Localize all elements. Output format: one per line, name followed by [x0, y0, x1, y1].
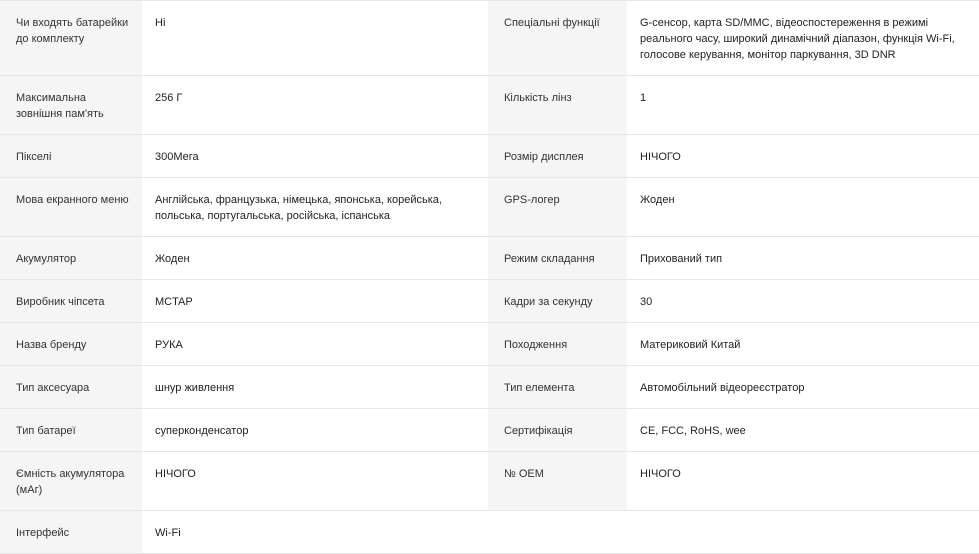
- spec-label-left: [0, 323, 142, 366]
- spec-value-left: [142, 452, 488, 511]
- spec-l1-text: Інтерфейс: [16, 527, 70, 539]
- spec-v2-text: 30: [640, 296, 653, 308]
- spec-value-right: [627, 76, 979, 135]
- spec-v1-text: 300Мега: [155, 151, 199, 163]
- spec-v2-text: Автомобільний відеореєстратор: [640, 382, 805, 394]
- spec-v1-text: РУКА: [155, 339, 183, 351]
- spec-value-left: [142, 366, 488, 409]
- spec-l2-text: Спеціальні функції: [504, 17, 600, 29]
- spec-row: [0, 135, 979, 178]
- spec-l2-text: Режим складання: [504, 253, 595, 265]
- spec-label-left: [0, 409, 142, 452]
- spec-label-right: [488, 280, 627, 323]
- spec-label-left: [0, 366, 142, 409]
- spec-v1-text: 256 Г: [155, 92, 183, 104]
- spec-value-right: [627, 452, 979, 511]
- spec-l1-text: Виробник чіпсета: [16, 296, 105, 308]
- spec-row: [0, 409, 979, 452]
- spec-l1-text: Мова екранного меню: [16, 194, 129, 206]
- spec-value-left: [142, 511, 488, 554]
- spec-label-left: [0, 511, 142, 554]
- spec-label-right: [488, 1, 627, 76]
- spec-v2-text: 1: [640, 92, 647, 104]
- spec-label-left: [0, 178, 142, 237]
- spec-row: [0, 237, 979, 280]
- spec-value-right: [627, 409, 979, 452]
- spec-value-right: [627, 366, 979, 409]
- spec-label-left: [0, 135, 142, 178]
- spec-value-right: [627, 135, 979, 178]
- spec-row: [0, 452, 979, 511]
- spec-v1-text: шнур живлення: [155, 382, 235, 394]
- spec-label-right: [488, 452, 627, 511]
- spec-v1-text: Жоден: [155, 253, 190, 265]
- spec-value-right: [627, 511, 979, 554]
- spec-value-right: [627, 1, 979, 76]
- spec-label-right: [488, 366, 627, 409]
- spec-v2-text: НІЧОГО: [640, 151, 681, 163]
- spec-v2-text: Прихований тип: [640, 253, 723, 265]
- spec-l1-text: Акумулятор: [16, 253, 77, 265]
- spec-v2-text: [627, 511, 979, 537]
- spec-label-right: [488, 178, 627, 237]
- spec-value-left: [142, 178, 488, 237]
- spec-l1-text: Назва бренду: [16, 339, 87, 351]
- spec-label-right: [488, 511, 627, 554]
- spec-v2-text: Жоден: [640, 194, 675, 206]
- spec-value-right: [627, 323, 979, 366]
- spec-value-right: [627, 237, 979, 280]
- spec-label-right: [488, 135, 627, 178]
- spec-v1-text: Wi-Fi: [155, 527, 181, 539]
- spec-l2-text: № OEM: [504, 468, 544, 480]
- spec-label-right: [488, 237, 627, 280]
- spec-l2-text: Кадри за секунду: [504, 296, 593, 308]
- spec-v2-text: CE, FCC, RoHS, wee: [640, 425, 746, 437]
- spec-value-left: [142, 280, 488, 323]
- spec-v1-text: Англійська, французька, німецька, японська, корейська, польська, португальська, російська, іспанська: [155, 194, 442, 222]
- spec-value-left: [142, 135, 488, 178]
- spec-v2-text: G-сенсор, карта SD/MMC, відеоспостереження в режимі реального часу, широкий динамічний діапазон, функція Wi-Fi, голосове керування, монітор паркування, 3D DNR: [640, 17, 955, 61]
- spec-l2-text: [488, 511, 627, 537]
- spec-row: [0, 280, 979, 323]
- spec-v2-text: НІЧОГО: [640, 468, 681, 480]
- spec-l1-text: Пікселі: [16, 151, 52, 163]
- spec-label-right: [488, 76, 627, 135]
- spec-l1-text: Максимальна зовнішня пам'ять: [16, 92, 104, 120]
- spec-label-left: [0, 452, 142, 511]
- spec-l1-text: Чи входять батарейки до комплекту: [16, 17, 129, 45]
- spec-row: [0, 178, 979, 237]
- spec-l2-text: GPS-логер: [504, 194, 560, 206]
- spec-label-left: [0, 76, 142, 135]
- spec-v2-text: Материковий Китай: [640, 339, 741, 351]
- spec-label-left: [0, 237, 142, 280]
- spec-row: [0, 1, 979, 76]
- spec-v1-text: Ні: [155, 17, 166, 29]
- spec-l1-text: Тип аксесуара: [16, 382, 90, 394]
- spec-label-right: [488, 409, 627, 452]
- spec-l1-text: Ємність акумулятора (мАг): [16, 468, 125, 496]
- spec-l2-text: Тип елемента: [504, 382, 575, 394]
- spec-table-body: [0, 1, 979, 554]
- spec-label-left: [0, 1, 142, 76]
- spec-v1-text: MCTAP: [155, 296, 193, 308]
- spec-row: [0, 323, 979, 366]
- spec-v1-text: суперконденсатор: [155, 425, 249, 437]
- spec-l1-text: Тип батареї: [16, 425, 76, 437]
- spec-row: [0, 366, 979, 409]
- spec-label-right: [488, 323, 627, 366]
- spec-value-left: [142, 76, 488, 135]
- spec-value-right: [627, 280, 979, 323]
- spec-value-left: [142, 237, 488, 280]
- spec-value-right: [627, 178, 979, 237]
- spec-label-left: [0, 280, 142, 323]
- spec-l2-text: Розмір дисплея: [504, 151, 584, 163]
- spec-value-left: [142, 1, 488, 76]
- spec-value-left: [142, 323, 488, 366]
- spec-l2-text: Сертифікація: [504, 425, 573, 437]
- spec-v1-text: НІЧОГО: [155, 468, 196, 480]
- spec-value-left: [142, 409, 488, 452]
- spec-row: [0, 511, 979, 554]
- spec-l2-text: Походження: [504, 339, 568, 351]
- spec-row: [0, 76, 979, 135]
- spec-l2-text: Кількість лінз: [504, 92, 572, 104]
